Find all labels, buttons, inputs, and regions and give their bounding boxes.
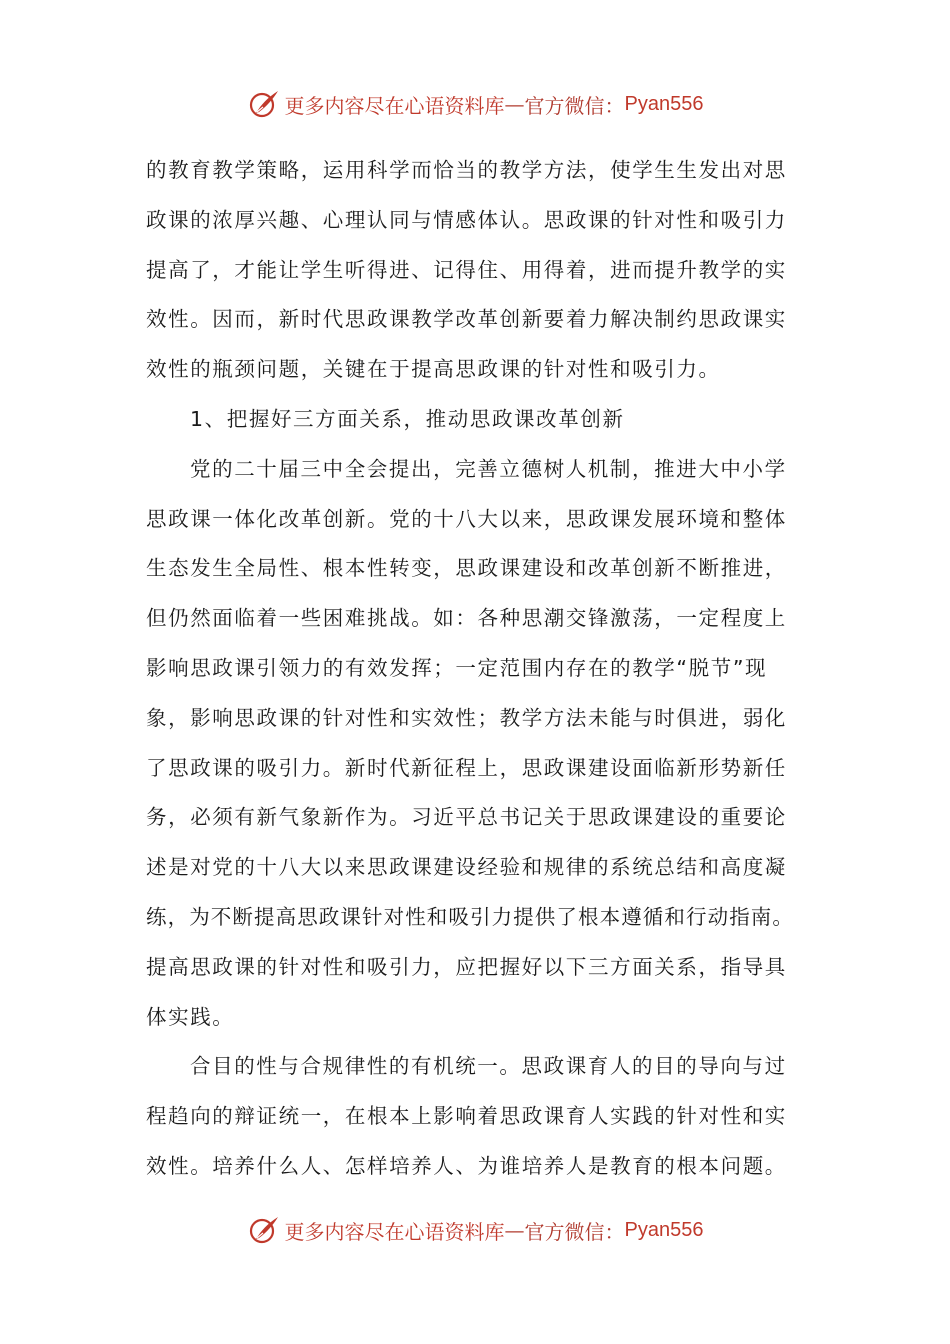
- text-line: 但仍然面临着一些困难挑战。如：各种思潮交锋激荡，一定程度上: [146, 606, 787, 631]
- quill-logo-icon: [247, 87, 281, 121]
- banner-wechat-label: 官方微信：: [524, 1219, 625, 1244]
- header-watermark-banner: [0, 84, 950, 124]
- document-body: [146, 146, 808, 1192]
- footer-watermark-banner: [0, 1210, 950, 1250]
- text-line: 象，影响思政课的针对性和实效性；教学方法未能与时俱进，弱化: [146, 705, 787, 730]
- text-line: 效性。培养什么人、怎样培养人、为谁培养人是教育的根本问题。: [146, 1153, 787, 1178]
- text-line: 了思政课的吸引力。新时代新征程上，思政课建设面临新形势新任: [146, 755, 787, 780]
- banner-wechat-id: Pyan556: [624, 92, 704, 115]
- text-line: 提高思政课的针对性和吸引力，应把握好以下三方面关系，指导具: [146, 954, 787, 979]
- text-line: 务，必须有新气象新作为。习近平总书记关于思政课建设的重要论: [146, 805, 787, 830]
- text-line: 思政课一体化改革创新。党的十八大以来，思政课发展环境和整体: [146, 506, 787, 531]
- section-heading: 1、把握好三方面关系，推动思政课改革创新: [190, 406, 625, 431]
- text-line: 政课的浓厚兴趣、心理认同与情感体认。思政课的针对性和吸引力: [146, 207, 787, 232]
- text-line: 效性的瓶颈问题，关键在于提高思政课的针对性和吸引力。: [146, 357, 721, 382]
- banner-wechat-label: 官方微信：: [524, 93, 625, 118]
- banner-text: 更多内容尽在心语资料库: [284, 1219, 505, 1244]
- text-line: 述是对党的十八大以来思政课建设经验和规律的系统总结和高度凝: [146, 855, 787, 880]
- text-line: 提高了，才能让学生听得进、记得住、用得着，进而提升教学的实: [146, 257, 787, 282]
- banner-wechat-id: Pyan556: [624, 1218, 704, 1241]
- quill-logo-icon: [247, 1213, 281, 1247]
- banner-dash: —: [504, 92, 525, 116]
- text-line: 合目的性与合规律性的有机统一。思政课育人的目的导向与过: [190, 1054, 787, 1079]
- text-line: 程趋向的辩证统一，在根本上影响着思政课育人实践的针对性和实: [146, 1104, 787, 1129]
- text-line: 效性。因而，新时代思政课教学改革创新要着力解决制约思政课实: [146, 307, 787, 332]
- text-line: 影响思政课引领力的有效发挥；一定范围内存在的教学“脱节”现: [146, 655, 768, 680]
- text-line: 生态发生全局性、根本性转变，思政课建设和改革创新不断推进，: [146, 556, 787, 581]
- banner-dash: —: [504, 1218, 525, 1242]
- text-line: 体实践。: [146, 1004, 235, 1029]
- text-line: 党的二十届三中全会提出，完善立德树人机制，推进大中小学: [190, 456, 787, 481]
- text-line: 练，为不断提高思政课针对性和吸引力提供了根本遵循和行动指南。: [146, 904, 794, 929]
- text-line: 的教育教学策略，运用科学而恰当的教学方法，使学生生发出对思: [146, 158, 787, 182]
- banner-text: 更多内容尽在心语资料库: [284, 93, 505, 118]
